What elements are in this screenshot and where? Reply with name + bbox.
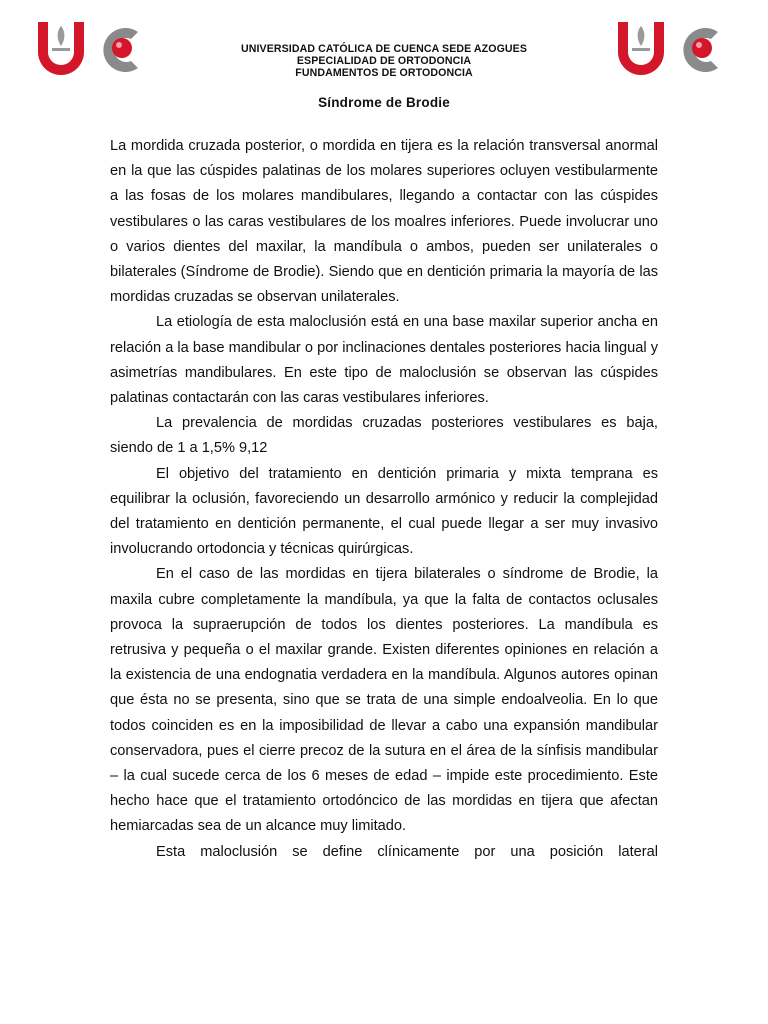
university-name: UNIVERSIDAD CATÓLICA DE CUENCA SEDE AZOGUES <box>240 43 528 55</box>
document-body <box>110 134 658 865</box>
paragraph-2: La etiología de esta maloclusión está en una base maxilar superior ancha en relación a la base mandibular o por inclinaciones dentales posteriores hacia lingual y asimetrías mandibulares. En este tipo de maloclusión se observan las cúspides palatinas contactarán con las caras vestibulares inferiores. <box>110 314 658 407</box>
document-title: Síndrome de Brodie <box>318 95 450 110</box>
university-logo-right <box>614 18 720 82</box>
document-header <box>0 0 768 90</box>
paragraph-5: En el caso de las mordidas en tijera bilaterales o síndrome de Brodie, la maxila cubre completamente la mandíbula, ya que la falta de contactos oclusales provoca la supraerupción de todos los dientes posteriores. La mandíbula es retrusiva y pequeña o el maxilar grande. Existen diferentes opiniones en relación a la existencia de una endognatia verdadera en la mandíbula. Algunos autores opinan que ésta no se presenta, sino que se trata de una simple endoalveolia. En lo que todos coinciden es en la imposibilidad de llevar a cabo una expansión mandibular conservadora, pues el cierre precoz de la sutura en el área de la sínfisis mandibular – la cual sucede cerca de los 6 meses de edad – impide este procedimiento. Este hecho hace que el tratamiento ortodóncico de las mordidas en tijera que afectan hemiarcadas sea de un alcance muy limitado. <box>110 566 658 835</box>
paragraph-4: El objetivo del tratamiento en dentición primaria y mixta temprana es equilibrar la oclusión, favoreciendo un desarrollo armónico y reducir la complejidad del tratamiento en dentición permanente, el cual puede llegar a ser muy invasivo involucrando ortodoncia y técnicas quirúrgicas. <box>110 465 658 558</box>
university-logo-left <box>34 18 140 82</box>
specialty-name: ESPECIALIDAD DE ORTODONCIA <box>296 55 472 67</box>
paragraph-6: Esta maloclusión se define clínicamente por una posición lateral <box>156 843 658 860</box>
institution-block <box>160 43 608 79</box>
course-name: FUNDAMENTOS DE ORTODONCIA <box>295 67 473 79</box>
paragraph-3: La prevalencia de mordidas cruzadas posteriores vestibulares es baja, siendo de 1 a 1,5% 9,12 <box>110 415 658 457</box>
paragraph-1: La mordida cruzada posterior, o mordida en tijera es la relación transversal anormal en la que las cúspides palatinas de los molares superiores ocluyen vestibularmente a las fosas de los molares mandibulares, llegando a contactar con las cúspides vestibulares o las caras vestibulares de los moalres inferiores. Puede involucrar uno o varios dientes del maxilar, la mandíbula o ambos, pueden ser unilaterales o bilaterales (Síndrome de Brodie). Siendo que en dentición primaria la mayoría de las mordidas cruzadas se observan unilaterales. <box>110 138 658 306</box>
